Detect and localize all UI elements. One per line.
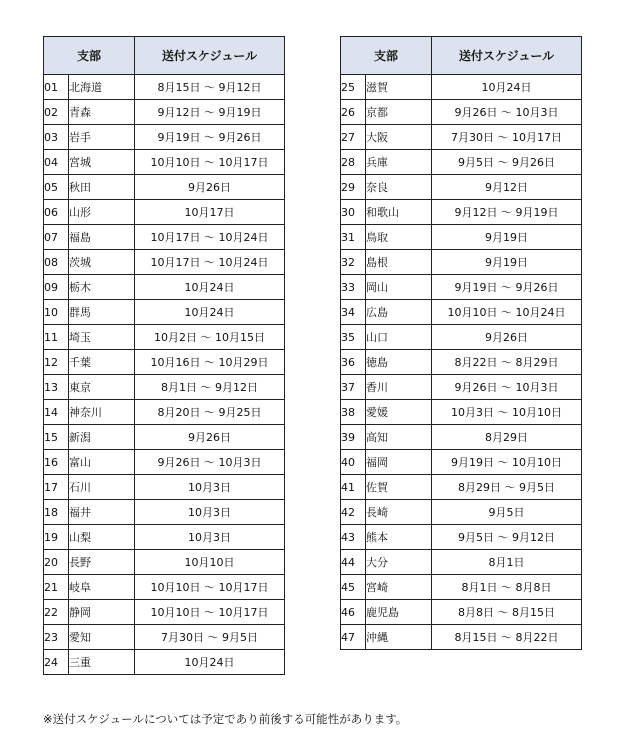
schedule-cell: 9月19日 〜 9月26日 bbox=[432, 275, 582, 300]
schedule-cell: 10月2日 〜 10月15日 bbox=[135, 325, 285, 350]
schedule-cell: 10月16日 〜 10月29日 bbox=[135, 350, 285, 375]
row-number: 42 bbox=[341, 500, 366, 525]
table-row bbox=[341, 350, 582, 375]
prefecture-name: 静岡 bbox=[69, 600, 135, 625]
table-row bbox=[341, 75, 582, 100]
prefecture-name: 岡山 bbox=[366, 275, 432, 300]
schedule-cell: 10月17日 bbox=[135, 200, 285, 225]
schedule-cell: 9月26日 bbox=[432, 325, 582, 350]
prefecture-name: 和歌山 bbox=[366, 200, 432, 225]
prefecture-name: 青森 bbox=[69, 100, 135, 125]
schedule-cell: 9月26日 〜 10月3日 bbox=[432, 100, 582, 125]
row-number: 47 bbox=[341, 625, 366, 650]
table-row bbox=[44, 325, 285, 350]
table-row bbox=[341, 275, 582, 300]
row-number: 40 bbox=[341, 450, 366, 475]
schedule-cell: 8月29日 〜 9月5日 bbox=[432, 475, 582, 500]
table-row bbox=[341, 200, 582, 225]
table-row bbox=[44, 275, 285, 300]
table-row bbox=[44, 400, 285, 425]
prefecture-name: 北海道 bbox=[69, 75, 135, 100]
prefecture-name: 愛媛 bbox=[366, 400, 432, 425]
row-number: 45 bbox=[341, 575, 366, 600]
schedule-cell: 10月24日 bbox=[135, 300, 285, 325]
schedule-cell: 10月24日 bbox=[135, 275, 285, 300]
table-row bbox=[44, 625, 285, 650]
table-row bbox=[44, 175, 285, 200]
prefecture-name: 大阪 bbox=[366, 125, 432, 150]
row-number: 21 bbox=[44, 575, 69, 600]
row-number: 34 bbox=[341, 300, 366, 325]
header-schedule: 送付スケジュール bbox=[432, 37, 582, 75]
schedule-cell: 8月15日 〜 9月12日 bbox=[135, 75, 285, 100]
schedule-cell: 9月26日 bbox=[135, 175, 285, 200]
row-number: 41 bbox=[341, 475, 366, 500]
table-row bbox=[44, 600, 285, 625]
table-row bbox=[341, 625, 582, 650]
schedule-table-right bbox=[340, 36, 582, 650]
table-body-left bbox=[44, 75, 285, 675]
row-number: 10 bbox=[44, 300, 69, 325]
prefecture-name: 長崎 bbox=[366, 500, 432, 525]
table-row bbox=[341, 550, 582, 575]
prefecture-name: 栃木 bbox=[69, 275, 135, 300]
prefecture-name: 鳥取 bbox=[366, 225, 432, 250]
table-row bbox=[44, 475, 285, 500]
header-schedule: 送付スケジュール bbox=[135, 37, 285, 75]
schedule-cell: 8月1日 〜 8月8日 bbox=[432, 575, 582, 600]
prefecture-name: 香川 bbox=[366, 375, 432, 400]
table-row bbox=[44, 450, 285, 475]
prefecture-name: 京都 bbox=[366, 100, 432, 125]
prefecture-name: 奈良 bbox=[366, 175, 432, 200]
row-number: 36 bbox=[341, 350, 366, 375]
schedule-cell: 9月12日 〜 9月19日 bbox=[135, 100, 285, 125]
prefecture-name: 島根 bbox=[366, 250, 432, 275]
schedule-cell: 10月10日 〜 10月17日 bbox=[135, 150, 285, 175]
schedule-cell: 9月26日 bbox=[135, 425, 285, 450]
table-header-row bbox=[341, 37, 582, 75]
prefecture-name: 鹿児島 bbox=[366, 600, 432, 625]
row-number: 13 bbox=[44, 375, 69, 400]
row-number: 03 bbox=[44, 125, 69, 150]
prefecture-name: 福岡 bbox=[366, 450, 432, 475]
row-number: 04 bbox=[44, 150, 69, 175]
prefecture-name: 千葉 bbox=[69, 350, 135, 375]
prefecture-name: 埼玉 bbox=[69, 325, 135, 350]
row-number: 43 bbox=[341, 525, 366, 550]
table-row bbox=[44, 100, 285, 125]
table-row bbox=[44, 250, 285, 275]
schedule-cell: 10月10日 〜 10月17日 bbox=[135, 600, 285, 625]
prefecture-name: 佐賀 bbox=[366, 475, 432, 500]
row-number: 19 bbox=[44, 525, 69, 550]
row-number: 32 bbox=[341, 250, 366, 275]
table-row bbox=[44, 75, 285, 100]
prefecture-name: 宮城 bbox=[69, 150, 135, 175]
header-branch: 支部 bbox=[341, 37, 432, 75]
table-row bbox=[44, 125, 285, 150]
row-number: 22 bbox=[44, 600, 69, 625]
prefecture-name: 東京 bbox=[69, 375, 135, 400]
table-row bbox=[341, 450, 582, 475]
table-row bbox=[44, 225, 285, 250]
row-number: 11 bbox=[44, 325, 69, 350]
prefecture-name: 秋田 bbox=[69, 175, 135, 200]
table-row bbox=[341, 525, 582, 550]
table-row bbox=[44, 650, 285, 675]
prefecture-name: 大分 bbox=[366, 550, 432, 575]
schedule-cell: 10月24日 bbox=[432, 75, 582, 100]
prefecture-name: 石川 bbox=[69, 475, 135, 500]
table-row bbox=[44, 500, 285, 525]
schedule-cell: 8月1日 〜 9月12日 bbox=[135, 375, 285, 400]
schedule-table-left bbox=[43, 36, 285, 675]
schedule-cell: 10月17日 〜 10月24日 bbox=[135, 225, 285, 250]
row-number: 37 bbox=[341, 375, 366, 400]
table-row bbox=[44, 525, 285, 550]
row-number: 20 bbox=[44, 550, 69, 575]
schedule-cell: 8月1日 bbox=[432, 550, 582, 575]
table-row bbox=[44, 575, 285, 600]
schedule-cell: 9月26日 〜 10月3日 bbox=[432, 375, 582, 400]
prefecture-name: 岐阜 bbox=[69, 575, 135, 600]
prefecture-name: 福島 bbox=[69, 225, 135, 250]
row-number: 46 bbox=[341, 600, 366, 625]
schedule-cell: 9月12日 〜 9月19日 bbox=[432, 200, 582, 225]
schedule-cell: 10月3日 bbox=[135, 525, 285, 550]
table-row bbox=[341, 300, 582, 325]
table-row bbox=[44, 200, 285, 225]
prefecture-name: 新潟 bbox=[69, 425, 135, 450]
row-number: 01 bbox=[44, 75, 69, 100]
schedule-cell: 9月5日 〜 9月12日 bbox=[432, 525, 582, 550]
row-number: 44 bbox=[341, 550, 366, 575]
schedule-cell: 10月10日 bbox=[135, 550, 285, 575]
prefecture-name: 愛知 bbox=[69, 625, 135, 650]
prefecture-name: 熊本 bbox=[366, 525, 432, 550]
prefecture-name: 徳島 bbox=[366, 350, 432, 375]
table-row bbox=[44, 300, 285, 325]
prefecture-name: 岩手 bbox=[69, 125, 135, 150]
table-header-row bbox=[44, 37, 285, 75]
schedule-cell: 10月10日 〜 10月17日 bbox=[135, 575, 285, 600]
prefecture-name: 滋賀 bbox=[366, 75, 432, 100]
table-row bbox=[44, 425, 285, 450]
schedule-cell: 10月24日 bbox=[135, 650, 285, 675]
table-row bbox=[341, 500, 582, 525]
schedule-cell: 8月20日 〜 9月25日 bbox=[135, 400, 285, 425]
table-row bbox=[341, 400, 582, 425]
table-body-right bbox=[341, 75, 582, 650]
table-row bbox=[341, 375, 582, 400]
prefecture-name: 兵庫 bbox=[366, 150, 432, 175]
schedule-cell: 9月5日 〜 9月26日 bbox=[432, 150, 582, 175]
schedule-cell: 10月17日 〜 10月24日 bbox=[135, 250, 285, 275]
row-number: 15 bbox=[44, 425, 69, 450]
schedule-cell: 9月19日 bbox=[432, 250, 582, 275]
schedule-cell: 9月19日 〜 9月26日 bbox=[135, 125, 285, 150]
table-row bbox=[44, 150, 285, 175]
row-number: 08 bbox=[44, 250, 69, 275]
table-row bbox=[341, 225, 582, 250]
row-number: 05 bbox=[44, 175, 69, 200]
row-number: 33 bbox=[341, 275, 366, 300]
schedule-cell: 9月5日 bbox=[432, 500, 582, 525]
table-row bbox=[44, 350, 285, 375]
row-number: 18 bbox=[44, 500, 69, 525]
row-number: 30 bbox=[341, 200, 366, 225]
table-row bbox=[341, 125, 582, 150]
schedule-cell: 9月19日 〜 10月10日 bbox=[432, 450, 582, 475]
row-number: 06 bbox=[44, 200, 69, 225]
row-number: 39 bbox=[341, 425, 366, 450]
schedule-cell: 10月3日 〜 10月10日 bbox=[432, 400, 582, 425]
row-number: 23 bbox=[44, 625, 69, 650]
table-row bbox=[341, 475, 582, 500]
table-row bbox=[341, 175, 582, 200]
table-row bbox=[341, 100, 582, 125]
row-number: 31 bbox=[341, 225, 366, 250]
prefecture-name: 広島 bbox=[366, 300, 432, 325]
table-row bbox=[341, 250, 582, 275]
row-number: 16 bbox=[44, 450, 69, 475]
row-number: 25 bbox=[341, 75, 366, 100]
prefecture-name: 茨城 bbox=[69, 250, 135, 275]
prefecture-name: 山梨 bbox=[69, 525, 135, 550]
table-row bbox=[341, 600, 582, 625]
prefecture-name: 高知 bbox=[366, 425, 432, 450]
table-row bbox=[341, 575, 582, 600]
prefecture-name: 宮崎 bbox=[366, 575, 432, 600]
table-row bbox=[341, 325, 582, 350]
prefecture-name: 群馬 bbox=[69, 300, 135, 325]
schedule-cell: 9月12日 bbox=[432, 175, 582, 200]
schedule-cell: 9月26日 〜 10月3日 bbox=[135, 450, 285, 475]
schedule-cell: 8月29日 bbox=[432, 425, 582, 450]
row-number: 29 bbox=[341, 175, 366, 200]
schedule-cell: 9月19日 bbox=[432, 225, 582, 250]
row-number: 26 bbox=[341, 100, 366, 125]
row-number: 35 bbox=[341, 325, 366, 350]
prefecture-name: 神奈川 bbox=[69, 400, 135, 425]
row-number: 28 bbox=[341, 150, 366, 175]
schedule-cell: 10月3日 bbox=[135, 475, 285, 500]
schedule-cell: 10月10日 〜 10月24日 bbox=[432, 300, 582, 325]
row-number: 24 bbox=[44, 650, 69, 675]
table-row bbox=[44, 550, 285, 575]
prefecture-name: 山口 bbox=[366, 325, 432, 350]
row-number: 02 bbox=[44, 100, 69, 125]
prefecture-name: 沖縄 bbox=[366, 625, 432, 650]
prefecture-name: 富山 bbox=[69, 450, 135, 475]
table-row bbox=[341, 150, 582, 175]
header-branch: 支部 bbox=[44, 37, 135, 75]
row-number: 07 bbox=[44, 225, 69, 250]
row-number: 09 bbox=[44, 275, 69, 300]
row-number: 12 bbox=[44, 350, 69, 375]
row-number: 14 bbox=[44, 400, 69, 425]
schedule-cell: 7月30日 〜 10月17日 bbox=[432, 125, 582, 150]
schedule-cell: 8月22日 〜 8月29日 bbox=[432, 350, 582, 375]
schedule-cell: 8月8日 〜 8月15日 bbox=[432, 600, 582, 625]
prefecture-name: 三重 bbox=[69, 650, 135, 675]
schedule-cell: 10月3日 bbox=[135, 500, 285, 525]
row-number: 17 bbox=[44, 475, 69, 500]
prefecture-name: 福井 bbox=[69, 500, 135, 525]
table-row bbox=[341, 425, 582, 450]
row-number: 27 bbox=[341, 125, 366, 150]
schedule-cell: 8月15日 〜 8月22日 bbox=[432, 625, 582, 650]
table-row bbox=[44, 375, 285, 400]
footnote: ※送付スケジュールについては予定であり前後する可能性があります。 bbox=[43, 712, 408, 726]
row-number: 38 bbox=[341, 400, 366, 425]
prefecture-name: 長野 bbox=[69, 550, 135, 575]
schedule-cell: 7月30日 〜 9月5日 bbox=[135, 625, 285, 650]
prefecture-name: 山形 bbox=[69, 200, 135, 225]
